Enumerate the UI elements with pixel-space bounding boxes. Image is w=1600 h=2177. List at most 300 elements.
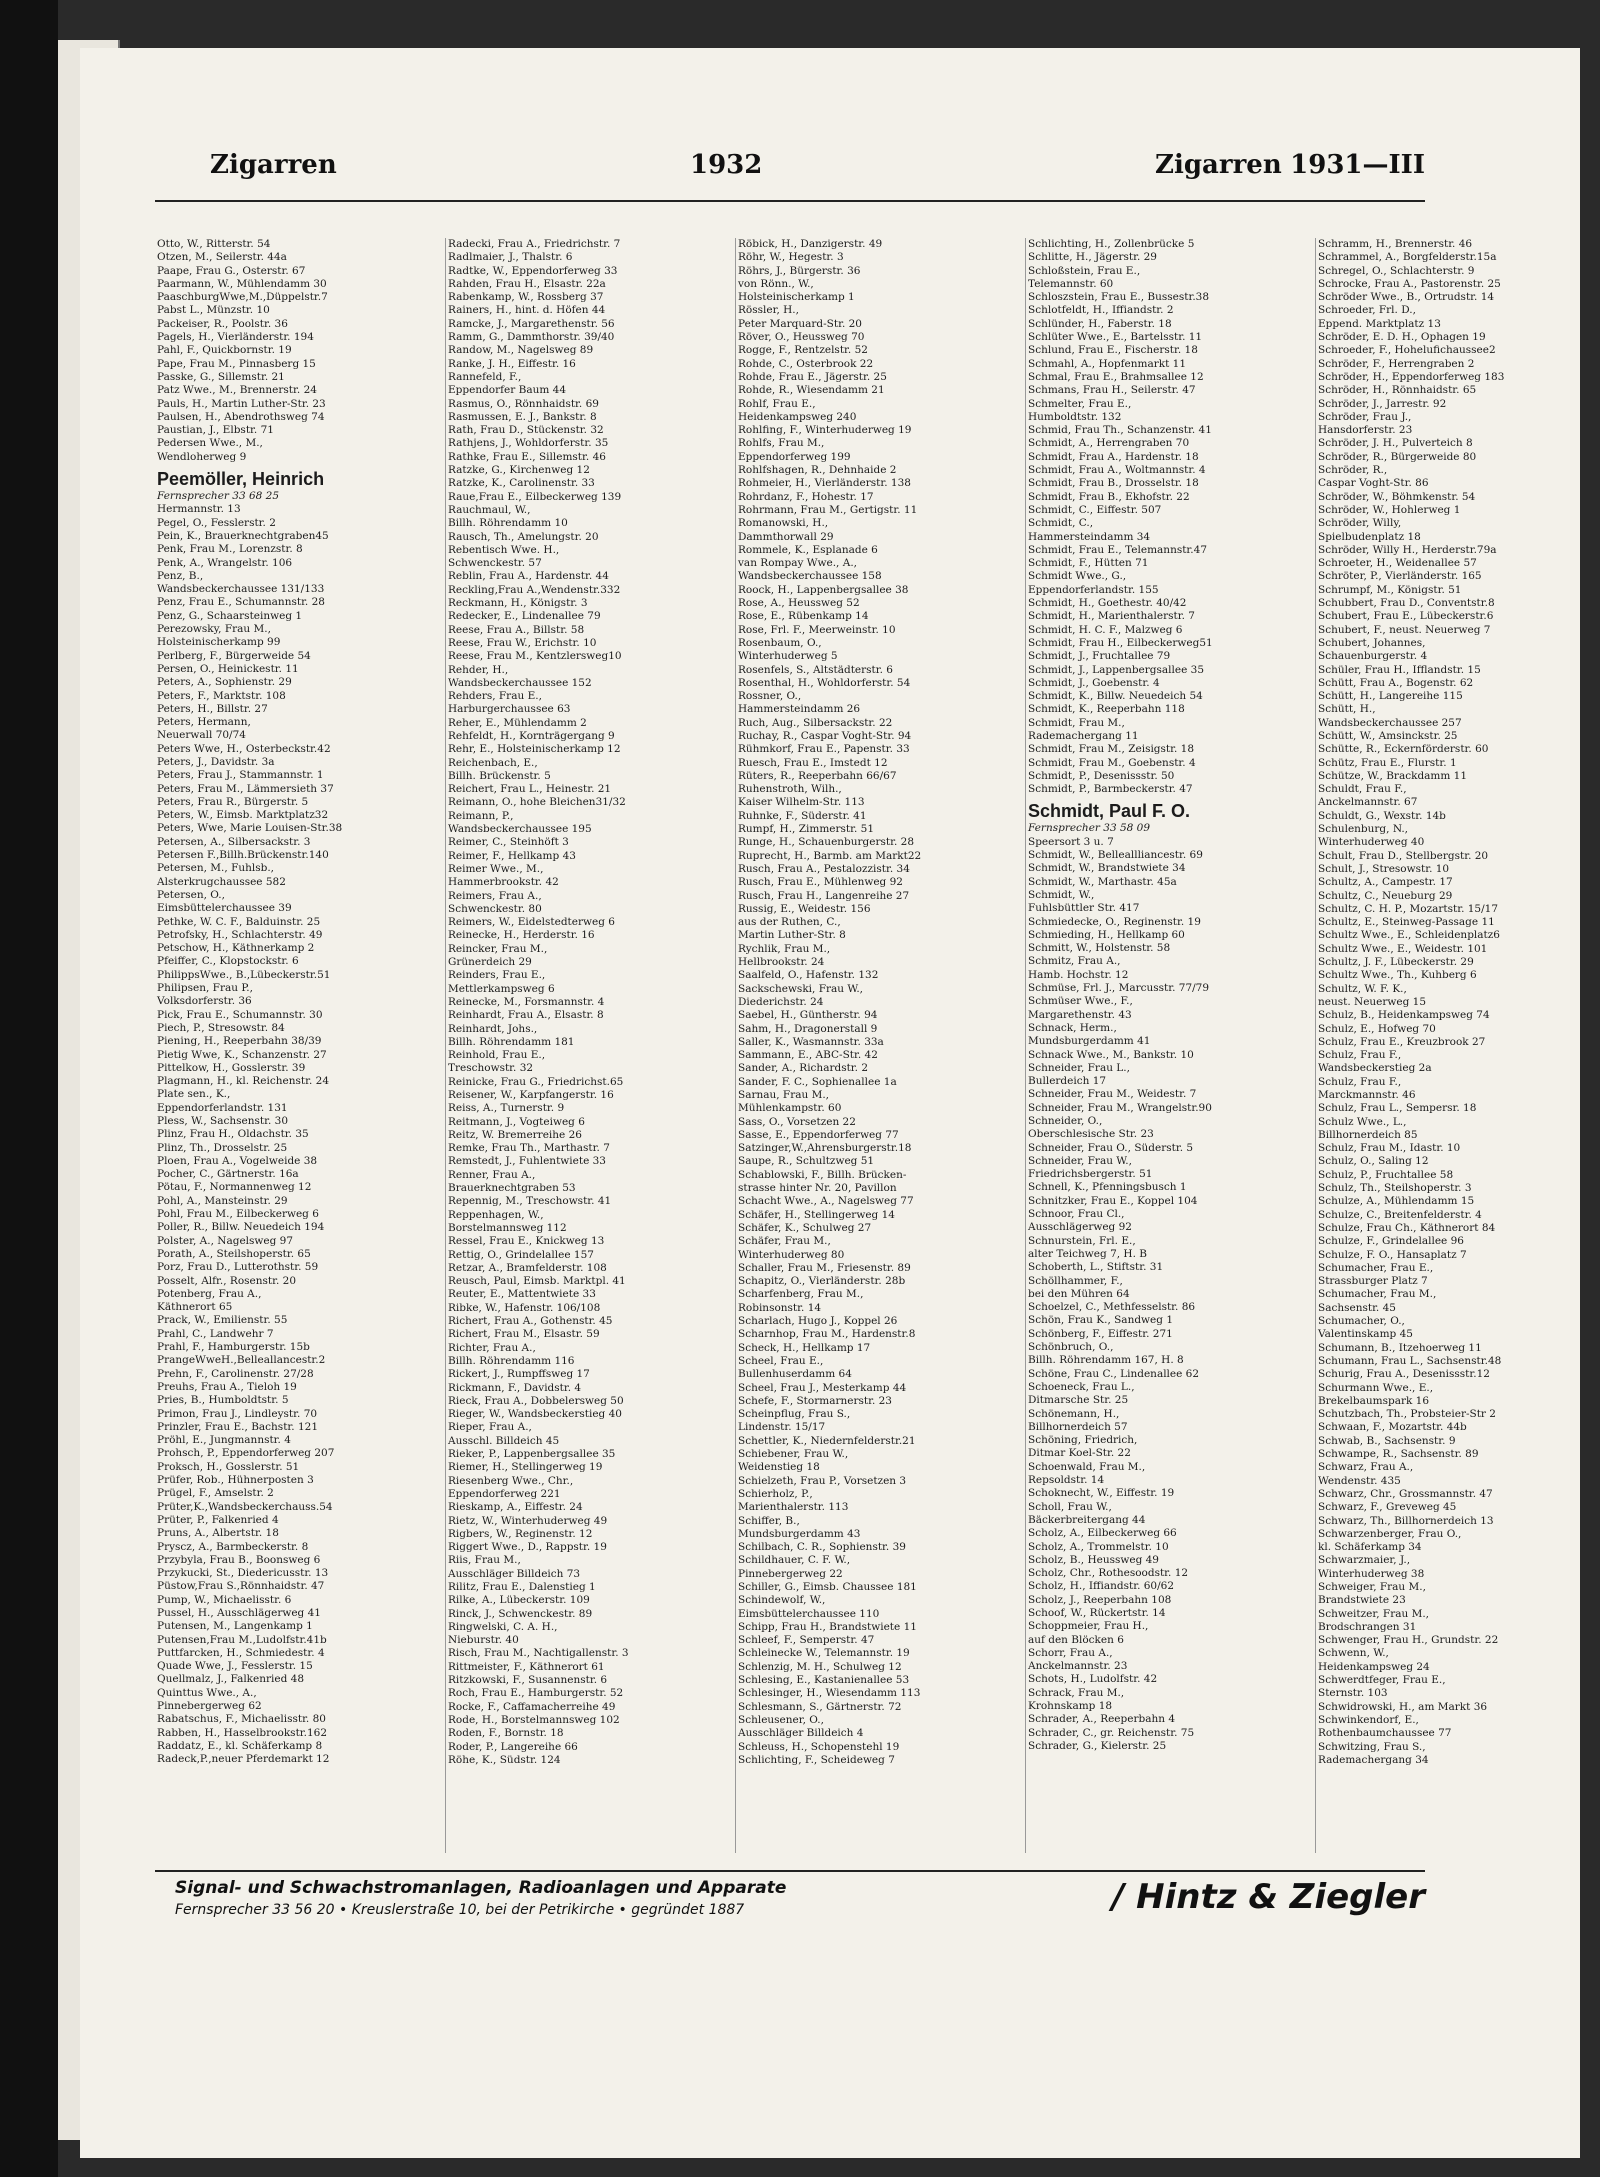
listing-entry: Brodschrangen 31 (1318, 1620, 1417, 1633)
listing-entry: Pahl, F., Quickbornstr. 19 (157, 344, 292, 357)
listing-entry: Schoberth, L., Stiftstr. 31 (1028, 1261, 1164, 1274)
listing-entry: Paape, Frau G., Osterstr. 67 (157, 264, 306, 277)
listing-entry: Hammersteindamm 26 (738, 703, 861, 716)
advertisement-footer (155, 1870, 1425, 1932)
listing-entry: Eppendorfer Baum 44 (448, 384, 566, 397)
listing-entry: strasse hinter Nr. 20, Pavillon (738, 1182, 897, 1195)
listing-entry: Schumacher, O., (1318, 1315, 1405, 1328)
listing-entry: Rode, H., Borstelmannsweg 102 (448, 1713, 620, 1726)
listing-entry: Sander, F. C., Sophienallee 1a (738, 1075, 897, 1088)
listing-entry: Plagmann, H., kl. Reichenstr. 24 (157, 1075, 329, 1088)
listing-entry: Schöne, Frau C., Lindenallee 62 (1028, 1367, 1200, 1380)
listing-entry: Diederichstr. 24 (738, 995, 824, 1008)
listing-entry: Peemöller, Heinrich (157, 469, 325, 490)
listing-entry: Peter Marquard-Str. 20 (738, 317, 862, 330)
listing-entry: Reinders, Frau E., (448, 969, 546, 982)
listing-entry: Reinhardt, Frau A., Elsastr. 8 (448, 1009, 604, 1022)
listing-entry: Schmidt, Frau A., Woltmannstr. 4 (1028, 464, 1206, 477)
listing-entry: Volksdorferstr. 36 (157, 995, 252, 1008)
listing-entry: Schröder, J., Jarrestr. 92 (1318, 397, 1447, 410)
listing-entry: Radeck,P.,neuer Pferdemarkt 12 (157, 1753, 330, 1766)
listing-entry: Schröder, J. H., Pulverteich 8 (1318, 437, 1473, 450)
listing-entry: Plate sen., K., (157, 1088, 231, 1101)
listing-entry: Peters Wwe, H., Osterbeckstr.42 (157, 742, 331, 755)
listing-entry: Schulz, O., Saling 12 (1318, 1155, 1429, 1168)
listing-entry: Rohlfing, F., Winterhuderweg 19 (738, 424, 912, 437)
listing-entry: Rohrdanz, F., Hohestr. 17 (738, 490, 874, 503)
listing-entry: Schaller, Frau M., Friesenstr. 89 (738, 1261, 911, 1274)
listing-entry: Schmidt, H., Goethestr. 40/42 (1028, 597, 1187, 610)
listing-entry: Riesenberg Wwe., Chr., (448, 1474, 574, 1487)
listing-entry: Perezowsky, Frau M., (157, 623, 271, 636)
listing-entry: neust. Neuerweg 15 (1318, 995, 1427, 1008)
listing-entry: Peters, Frau J., Stammannstr. 1 (157, 769, 324, 782)
listing-entry: Schmidt, W., Brandstwiete 34 (1028, 862, 1186, 875)
listing-entry: Schmidt, Frau E., Telemannstr.47 (1028, 543, 1207, 556)
listing-entry: Scheel, Frau E., (738, 1354, 824, 1367)
column-4 (1025, 238, 1316, 1853)
listing-entry: Schumacher, Frau E., (1318, 1261, 1434, 1274)
listing-entry: Schloßstein, Frau E., (1028, 264, 1141, 277)
listing-entry: Eppendorferlandstr. 155 (1028, 583, 1159, 596)
listing-entry: Ratzke, G., Kirchenweg 12 (448, 464, 590, 477)
listing-entry: Schröder, F., Herrengraben 2 (1318, 357, 1475, 370)
listing-entry: Piech, P., Stresowstr. 84 (157, 1021, 285, 1034)
listing-entry: Rieskamp, A., Eiffestr. 24 (448, 1501, 583, 1514)
listing-entry: Reimann, P., (448, 809, 514, 822)
listing-entry: Prinzler, Frau E., Bachstr. 121 (157, 1420, 319, 1433)
listing-entry: Schneider, Frau M., Wrangelstr.90 (1028, 1101, 1212, 1114)
listing-entry: Saupe, R., Schultzweg 51 (738, 1155, 875, 1168)
listing-entry: Schmidt, Frau B., Ekhofstr. 22 (1028, 490, 1190, 503)
listing-entry: Schwab, B., Sachsenstr. 9 (1318, 1434, 1456, 1447)
listing-entry: Raue,Frau E., Eilbeckerweg 139 (448, 490, 622, 503)
listing-entry: Primon, Frau J., Lindleystr. 70 (157, 1407, 318, 1420)
listing-entry: Schwenckestr. 57 (448, 557, 542, 570)
listing-entry: Schmidt, W., Marthastr. 45a (1028, 875, 1177, 888)
listing-entry: Schindewolf, W., (738, 1594, 826, 1607)
listing-entry: Pötau, F., Normannenweg 12 (157, 1181, 312, 1194)
listing-entry: Holsteinischerkamp 99 (157, 636, 281, 649)
listing-entry: Schoeneck, Frau L., (1028, 1380, 1135, 1393)
listing-entry: Schwenckestr. 80 (448, 902, 542, 915)
listing-entry: Pegel, O., Fesslerstr. 2 (157, 516, 276, 529)
listing-entry: Redecker, E., Lindenallee 79 (448, 610, 601, 623)
listing-entry: Sarnau, Frau M., (738, 1089, 830, 1101)
listing-entry: Rumpf, H., Zimmerstr. 51 (738, 823, 875, 836)
listing-entry: Schoknecht, W., Eiffestr. 19 (1028, 1487, 1175, 1500)
listing-entry: Rettig, O., Grindelallee 157 (448, 1248, 594, 1261)
listing-entry: Schnack, Herm., (1028, 1021, 1117, 1034)
listing-entry: Winterhuderweg 40 (1318, 836, 1425, 849)
listing-entry: Petschow, H., Käthnerkamp 2 (157, 942, 315, 955)
listing-entry: Ausschlägerweg 92 (1028, 1221, 1132, 1234)
listing-entry: Schlüter Wwe., E., Bartelsstr. 11 (1028, 331, 1203, 344)
listing-entry: Schwinkendorf, E., (1318, 1713, 1419, 1726)
listing-entry: Schütt, Frau A., Bogenstr. 62 (1318, 676, 1474, 689)
listing-entry: Piening, H., Reeperbahn 38/39 (157, 1035, 322, 1048)
listing-entry: Ruesch, Frau E., Imstedt 12 (738, 756, 888, 769)
listing-entry: Petersen, A., Silbersackstr. 3 (157, 835, 311, 848)
listing-entry: Reckmann, H., Königstr. 3 (448, 597, 588, 610)
listing-entry: Schulze, F. O., Hansaplatz 7 (1318, 1248, 1467, 1261)
listing-entry: Scholz, A., Trommelstr. 10 (1028, 1540, 1169, 1553)
listing-entry: Rabben, H., Hasselbrookstr.162 (157, 1726, 328, 1739)
listing-entry: Ruhnke, F., Süderstr. 41 (738, 809, 867, 822)
listing-entry: Ruch, Aug., Silbersackstr. 22 (738, 716, 893, 729)
listing-entry: Schlotfeldt, H., Iffiandstr. 2 (1028, 304, 1174, 317)
listing-entry: Rose, E., Rübenkamp 14 (738, 610, 869, 623)
listing-entry: Schütz, Frau E., Flurstr. 1 (1318, 756, 1457, 769)
listing-entry: Reinecke, M., Forsmannstr. 4 (448, 995, 605, 1008)
listing-entry: Schulz, Frau F., (1318, 1049, 1402, 1062)
listing-entry: Rebentisch Wwe. H., (448, 543, 560, 556)
listing-entry: Polster, A., Nagelsweg 97 (157, 1234, 294, 1247)
listing-entry: Billh. Röhrendamm 116 (448, 1354, 575, 1367)
listing-entry: Hammersteindamm 34 (1028, 530, 1151, 543)
listing-entry: Ausschläger Billdeich 73 (448, 1567, 581, 1580)
listing-entry: Schulenburg, N., (1318, 823, 1409, 836)
listing-entry: Richter, Frau A., (448, 1341, 536, 1354)
listing-entry: Dammthorwall 29 (738, 530, 834, 543)
listing-entry: Schneider, Frau W., (1028, 1154, 1132, 1167)
listing-entry: Püstow,Frau S.,Rönnhaidstr. 47 (157, 1580, 325, 1593)
listing-entry: Schmüse, Frl. J., Marcusstr. 77/79 (1028, 982, 1210, 995)
listing-entry: Schwitzing, Frau S., (1318, 1740, 1426, 1753)
listing-entry: Eppendorferlandstr. 131 (157, 1101, 288, 1114)
listing-entry: Anckelmannstr. 23 (1028, 1660, 1128, 1673)
listing-entry: Schumann, B., Itzehoerweg 11 (1318, 1341, 1482, 1354)
listing-entry: Reese, Frau W., Erichstr. 10 (448, 636, 597, 649)
listing-entry: Schregel, O., Schlachterstr. 9 (1318, 264, 1475, 277)
listing-entry: Schroeder, Frl. D., (1318, 304, 1416, 317)
listing-entry: Harburgerchaussee 63 (448, 703, 571, 716)
listing-entry: Schoof, W., Rückertstr. 14 (1028, 1606, 1166, 1619)
listing-entry: auf den Blöcken 6 (1028, 1633, 1124, 1646)
listing-entry: Kaiser Wilhelm-Str. 113 (738, 796, 865, 809)
listing-entry: Schulz, E., Hofweg 70 (1318, 1022, 1436, 1035)
listing-entry: Peters, Frau R., Bürgerstr. 5 (157, 795, 309, 808)
listing-entry: Rehder, H., (448, 663, 509, 676)
listing-entry: Sachsenstr. 45 (1318, 1301, 1396, 1314)
listing-entry: Heidenkampsweg 24 (1318, 1660, 1430, 1673)
listing-entry: Schmidt, P., Desenissstr. 50 (1028, 769, 1175, 782)
listing-entry: Pohl, A., Mansteinstr. 29 (157, 1194, 288, 1207)
listing-entry: Schweiger, Frau M., (1318, 1580, 1426, 1593)
listing-entry: Schulze, F., Grindelallee 96 (1318, 1235, 1464, 1248)
listing-entry: Winterhuderweg 80 (738, 1248, 845, 1261)
listing-entry: Sackschewski, Frau W., (738, 982, 864, 995)
listing-entry: Schulze, C., Breitenfelderstr. 4 (1318, 1208, 1482, 1221)
column-1 (155, 238, 445, 1853)
listing-entry: Petersen F.,Billh.Brückenstr.140 (157, 849, 329, 862)
listing-entry: Neuerwall 70/74 (157, 729, 246, 742)
listing-entry: Schäfer, K., Schulweg 27 (738, 1221, 872, 1234)
listing-entry: Billh. Röhrendamm 167, H. 8 (1028, 1354, 1184, 1367)
listing-entry: Schüler, Frau H., Ifflandstr. 15 (1318, 663, 1481, 676)
listing-entry: Schmelter, Frau E., (1028, 397, 1132, 410)
listing-entry: Schwarz, F., Greveweg 45 (1318, 1501, 1457, 1514)
listing-entry: Sternstr. 103 (1318, 1687, 1388, 1700)
listing-entry: Rusch, Frau E., Mühlenweg 92 (738, 876, 903, 889)
listing-entry: Rauchmaul, W., (448, 503, 531, 516)
listing-entry: Repennig, M., Treschowstr. 41 (448, 1195, 612, 1208)
ad-contact: Fernsprecher 33 56 20 • Kreuslerstraße 10, bei der Petrikirche • gegründet 1887 (175, 1902, 745, 1918)
listing-entry: Schmidt, J., Fruchtallee 79 (1028, 650, 1171, 663)
listing-entry: PaaschburgWwe,M.,Düppelstr.7 (157, 291, 328, 304)
listing-entry: Prüfer, Rob., Hühnerposten 3 (157, 1474, 314, 1487)
listing-entry: Schultz Wwe., Th., Kuhberg 6 (1318, 969, 1477, 982)
listing-entry: Scholz, A., Eilbeckerweg 66 (1028, 1527, 1177, 1540)
listing-entry: Schiffer, B., (738, 1514, 800, 1527)
listing-entry: Rahden, Frau H., Elsastr. 22a (448, 277, 606, 290)
listing-entry: Ratzke, K., Carolinenstr. 33 (448, 477, 595, 490)
listing-entry: Hansdorferstr. 23 (1318, 424, 1413, 437)
listing-entry: Reitmann, J., Vogteiweg 6 (448, 1115, 585, 1128)
listing-entry: Sass, O., Vorsetzen 22 (738, 1115, 856, 1128)
listing-entry: Reinhardt, Johs., (448, 1022, 538, 1035)
listing-entry: Schlichting, H., Zollenbrücke 5 (1028, 238, 1195, 250)
listing-entry: Schütt, H., Langereihe 115 (1318, 690, 1463, 703)
listing-entry: Schwerdtfeger, Frau E., (1318, 1674, 1446, 1687)
listing-entry: Paulsen, H., Abendrothsweg 74 (157, 410, 325, 423)
listing-entry: Rademachergang 11 (1028, 729, 1139, 742)
listing-entry: Telemannstr. 60 (1028, 277, 1114, 290)
listing-entry: Schurmann Wwe., E., (1318, 1381, 1434, 1394)
listing-entry: Rath, Frau D., Stückenstr. 32 (448, 424, 604, 437)
listing-entry: Schütte, R., Eckernförderstr. 60 (1318, 743, 1489, 756)
listing-entry: Wandsbeckerchaussee 158 (738, 570, 882, 583)
listing-entry: Lindenstr. 15/17 (738, 1421, 826, 1434)
listing-entry: Schwaan, F., Mozartstr. 44b (1318, 1421, 1467, 1434)
listing-entry: Sahm, H., Dragonerstall 9 (738, 1022, 878, 1035)
listing-entry: Ruhenstroth, Wilh., (738, 783, 842, 796)
listing-entry: Przykucki, St., Diedericusstr. 13 (157, 1567, 329, 1580)
listing-entry: Wendenstr. 435 (1318, 1474, 1401, 1487)
listing-entry: Penk, Frau M., Lorenzstr. 8 (157, 543, 303, 556)
listing-entry: Eppendorferweg 199 (738, 450, 851, 463)
listing-entry: Penz, G., Schaarsteinweg 1 (157, 609, 303, 622)
listing-entry: Persen, O., Heinickestr. 11 (157, 662, 299, 675)
listing-entry: Schauenburgerstr. 4 (1318, 650, 1428, 663)
listing-entry: Holsteinischerkamp 1 (738, 291, 855, 304)
listing-entry: Reese, Frau M., Kentzlersweg10 (448, 650, 622, 663)
listing-entry: Valentinskamp 45 (1318, 1328, 1413, 1341)
listing-entry: Quade Wwe, J., Fesslerstr. 15 (157, 1660, 313, 1673)
listing-entry: Schütze, W., Brackdamm 11 (1318, 769, 1468, 782)
listing-entry: Pröhl, E., Jungmannstr. 4 (157, 1434, 291, 1447)
listing-entry: Pauls, H., Martin Luther-Str. 23 (157, 397, 326, 410)
listing-entry: Schubert, Johannes, (1318, 636, 1426, 649)
listing-entry: Pietig Wwe, K., Schanzenstr. 27 (157, 1048, 327, 1061)
listing-entry: Schlesinger, H., Wiesendamm 113 (738, 1687, 921, 1700)
listing-entry: Schettler, K., Niedernfelderstr.21 (738, 1434, 916, 1447)
listing-entry: Schnurstein, Frl. E., (1028, 1234, 1136, 1247)
listing-entry: Schröder, R., (1318, 464, 1388, 477)
listing-entry: Preuhs, Frau A., Tieloh 19 (157, 1380, 297, 1393)
listing-entry: Rieker, P., Lappenbergsallee 35 (448, 1448, 616, 1461)
listing-entry: Patz Wwe., M., Brennerstr. 24 (157, 384, 317, 397)
listing-entry: Rose, Frl. F., Meerweinstr. 10 (738, 623, 896, 636)
listing-entry: Schapitz, O., Vierländerstr. 28b (738, 1275, 906, 1288)
listing-entry: Oberschlesische Str. 23 (1028, 1128, 1154, 1141)
listing-entry: Heidenkampsweg 240 (738, 410, 857, 423)
listing-entry: Schmidt, Frau B., Drosselstr. 18 (1028, 477, 1199, 490)
listing-entry: Scholz, B., Heussweg 49 (1028, 1553, 1159, 1566)
listing-entry: Schäfer, H., Stellingerweg 14 (738, 1208, 895, 1221)
listing-entry: Eimsbüttelerchaussee 39 (157, 902, 292, 915)
listing-entry: Schulz, P., Fruchtallee 58 (1318, 1168, 1454, 1181)
listing-entry: Reichenbach, E., (448, 756, 538, 769)
listing-entry: van Rompay Wwe., A., (738, 557, 857, 570)
listing-entry: Röhe, K., Südstr. 124 (448, 1753, 561, 1766)
listing-entry: Proksch, H., Gosslerstr. 51 (157, 1460, 300, 1473)
listing-entry: Schmidt, Frau M., Goebenstr. 4 (1028, 756, 1196, 769)
listing-entry: Reckling,Frau A.,Wendenstr.332 (448, 583, 621, 596)
listing-entry: Rogge, F., Rentzelstr. 52 (738, 344, 868, 357)
listing-entry: Schmidt Wwe., G., (1028, 570, 1127, 583)
listing-entry: Pump, W., Michaelisstr. 6 (157, 1593, 292, 1606)
listing-entry: PhilippsWwe., B.,Lübeckerstr.51 (157, 968, 331, 981)
listing-entry: Schiller, G., Eimsb. Chaussee 181 (738, 1580, 917, 1593)
listing-entry: Schröder, H., Eppendorferweg 183 (1318, 370, 1505, 383)
listing-entry: Pittelkow, H., Gosslerstr. 39 (157, 1061, 306, 1074)
listing-entry: Russig, E., Weidestr. 156 (738, 902, 871, 915)
listing-entry: Penz, Frau E., Schumannstr. 28 (157, 596, 325, 609)
listing-entry: Schleinecke W., Telemannstr. 19 (738, 1647, 910, 1660)
listing-entry: Schmidt, H., Marienthalerstr. 7 (1028, 610, 1195, 623)
listing-entry: Schubert, F., neust. Neuerweg 7 (1318, 623, 1491, 636)
header-category-left: Zigarren (210, 150, 337, 180)
listing-entry: Schnack Wwe., M., Bankstr. 10 (1028, 1048, 1194, 1061)
listing-entry: Ribke, W., Hafenstr. 106/108 (448, 1301, 601, 1314)
listing-entry: Roden, F., Bornstr. 18 (448, 1727, 564, 1740)
listing-entry: Rosenbaum, O., (738, 636, 822, 649)
listing-entry: Schloszstein, Frau E., Bussestr.38 (1028, 291, 1210, 304)
listing-entry: Schubert, Frau E., Lübeckerstr.6 (1318, 610, 1494, 623)
listing-entry: Schnoor, Frau Cl., (1028, 1208, 1125, 1221)
listing-entry: Humboldtstr. 132 (1028, 410, 1122, 423)
listing-entry: Schmieding, H., Hellkamp 60 (1028, 928, 1185, 941)
listing-entry: Reinicke, Frau G., Friedrichst.65 (448, 1075, 624, 1088)
listing-entry: Reimers, W., Eidelstedterweg 6 (448, 916, 615, 929)
listing-entry: Bullerdeich 17 (1028, 1075, 1107, 1088)
listing-entry: Risch, Frau M., Nachtigallenstr. 3 (448, 1647, 629, 1660)
listing-entry: Paarmann, W., Mühlendamm 30 (157, 277, 327, 290)
listing-entry: Schöning, Friedrich, (1028, 1434, 1138, 1447)
listing-entry: Radlmaier, J., Thalstr. 6 (448, 251, 573, 264)
listing-entry: Quellmalz, J., Falkenried 48 (157, 1673, 305, 1686)
column-3 (735, 238, 1026, 1853)
listing-entry: Scholl, Frau W., (1028, 1500, 1112, 1513)
listing-entry: Schöllhammer, F., (1028, 1274, 1123, 1287)
listing-entry: Schildhauer, C. F. W., (738, 1554, 851, 1567)
listing-entry: Schön, Frau K., Sandweg 1 (1028, 1314, 1173, 1327)
listing-entry: Rainers, H., hint. d. Höfen 44 (448, 304, 606, 317)
listing-entry: Billhornerdeich 57 (1028, 1420, 1128, 1433)
listing-entry: Schröder, Willy, (1318, 517, 1402, 530)
listing-entry: Schroeter, H., Weidenallee 57 (1318, 557, 1477, 570)
listing-entry: Käthnerort 65 (157, 1301, 233, 1314)
listing-entry: Rehders, Frau E., (448, 690, 542, 703)
listing-entry: Schlünder, H., Faberstr. 18 (1028, 317, 1172, 330)
listing-entry: Ramm, G., Dammthorstr. 39/40 (448, 331, 615, 344)
listing-entry: Eppend. Marktplatz 13 (1318, 317, 1441, 330)
listing-entry: Caspar Voght-Str. 86 (1318, 477, 1429, 490)
listing-entry: Schulz, Frau E., Kreuzbrook 27 (1318, 1035, 1486, 1048)
listing-entry: Brauerknechtgraben 53 (448, 1182, 576, 1195)
listing-entry: Wandsbeckerchaussee 257 (1318, 716, 1462, 729)
listing-entry: Schultz, C. H. P., Mozartstr. 15/17 (1318, 902, 1499, 915)
listing-entry: Schweitzer, Frau M., (1318, 1607, 1429, 1620)
listing-entry: Rusch, Frau A., Pestalozzistr. 34 (738, 862, 910, 875)
listing-entry: Rabatschus, F., Michaelisstr. 80 (157, 1713, 326, 1726)
listing-entry: Reinecke, H., Herderstr. 16 (448, 929, 595, 942)
listing-entry: Roder, P., Langereihe 66 (448, 1740, 578, 1753)
listing-entry: Schoppmeier, Frau H., (1028, 1620, 1149, 1633)
listing-entry: Röbick, H., Danzigerstr. 49 (738, 238, 883, 250)
listing-entry: Passke, G., Sillemstr. 21 (157, 370, 285, 383)
listing-entry: Röhrs, J., Bürgerstr. 36 (738, 264, 861, 277)
listing-entry: Rose, A., Heussweg 52 (738, 597, 860, 610)
listing-entry: Pagels, H., Vierländerstr. 194 (157, 331, 314, 344)
listing-entry: Pfeiffer, C., Klopstockstr. 6 (157, 955, 299, 968)
listing-entry: Potenberg, Frau A., (157, 1287, 262, 1300)
listing-entry: Wandsbeckerchaussee 131/133 (157, 583, 325, 596)
listing-entry: Schacht Wwe., A., Nagelsweg 77 (738, 1195, 914, 1208)
listing-entry: Wandsbeckerstieg 2a (1318, 1062, 1432, 1075)
listing-entry: Schmidt, Paul F. O. (1028, 801, 1191, 822)
listing-entry: Rohlfs, Frau M., (738, 437, 825, 450)
listing-entry: Ploen, Frau A., Vogelweide 38 (157, 1154, 318, 1167)
listing-entry: Scheinpflug, Frau S., (738, 1408, 851, 1421)
listing-entry: Fuhlsbüttler Str. 417 (1028, 902, 1140, 915)
listing-entry: alter Teichweg 7, H. B (1028, 1247, 1147, 1260)
listing-entry: Rohde, Frau E., Jägerstr. 25 (738, 370, 887, 383)
listing-entry: Reitz, W. Bremerreihe 26 (448, 1128, 582, 1141)
header-year: 1932 (690, 150, 763, 180)
listing-entry: Rohde, C., Osterbrook 22 (738, 357, 874, 370)
listing-entry: Sammann, E., ABC-Str. 42 (738, 1049, 878, 1062)
listing-entry: Saalfeld, O., Hafenstr. 132 (738, 969, 879, 982)
listing-entry: Mundsburgerdamm 41 (1028, 1035, 1151, 1048)
listing-entry: Margarethenstr. 43 (1028, 1008, 1132, 1021)
listing-entry: Reimann, O., hohe Bleichen31/32 (448, 796, 626, 809)
listing-entry: Schrader, C., gr. Reichenstr. 75 (1028, 1726, 1195, 1739)
listing-entry: Schmidt, C., Eiffestr. 507 (1028, 503, 1162, 516)
listing-entry: Satzinger,W.,Ahrensburgerstr.18 (738, 1142, 912, 1155)
listing-entry: Schneider, Frau L., (1028, 1061, 1130, 1074)
listing-entry: Schönberg, F., Eiffestr. 271 (1028, 1327, 1173, 1340)
listing-entry: Marckmannstr. 46 (1318, 1089, 1416, 1101)
listing-entry: Petersen, M., Fuhlsb., (157, 862, 275, 875)
listing-entry: Schmidt, F., Hütten 71 (1028, 557, 1149, 570)
listing-entry: Rossner, O., (738, 690, 802, 703)
listing-entry: Peters, Wwe, Marie Louisen-Str.38 (157, 822, 343, 835)
listing-entry: Ausschläger Billdeich 4 (738, 1727, 864, 1740)
listing-entry: Fernsprecher 33 58 09 (1028, 822, 1151, 835)
listing-entry: Schielzeth, Frau P., Vorsetzen 3 (738, 1474, 907, 1487)
listing-entry: Schipp, Frau H., Brandstwiete 11 (738, 1620, 917, 1633)
listing-entry: Schleef, F., Semperstr. 47 (738, 1634, 875, 1647)
listing-entry: Reimer, F., Hellkamp 43 (448, 849, 576, 862)
listing-entry: Schramm, H., Brennerstr. 46 (1318, 238, 1473, 250)
listing-entry: Schmidt, Frau H., Eilbeckerweg51 (1028, 636, 1213, 649)
listing-entry: Schrader, A., Reeperbahn 4 (1028, 1713, 1175, 1726)
listing-entry: Putensen, M., Langenkamp 1 (157, 1620, 313, 1633)
listing-entry: Quinttus Wwe., A., (157, 1686, 257, 1699)
listing-entry: Roock, H., Lappenbergsallee 38 (738, 583, 909, 596)
